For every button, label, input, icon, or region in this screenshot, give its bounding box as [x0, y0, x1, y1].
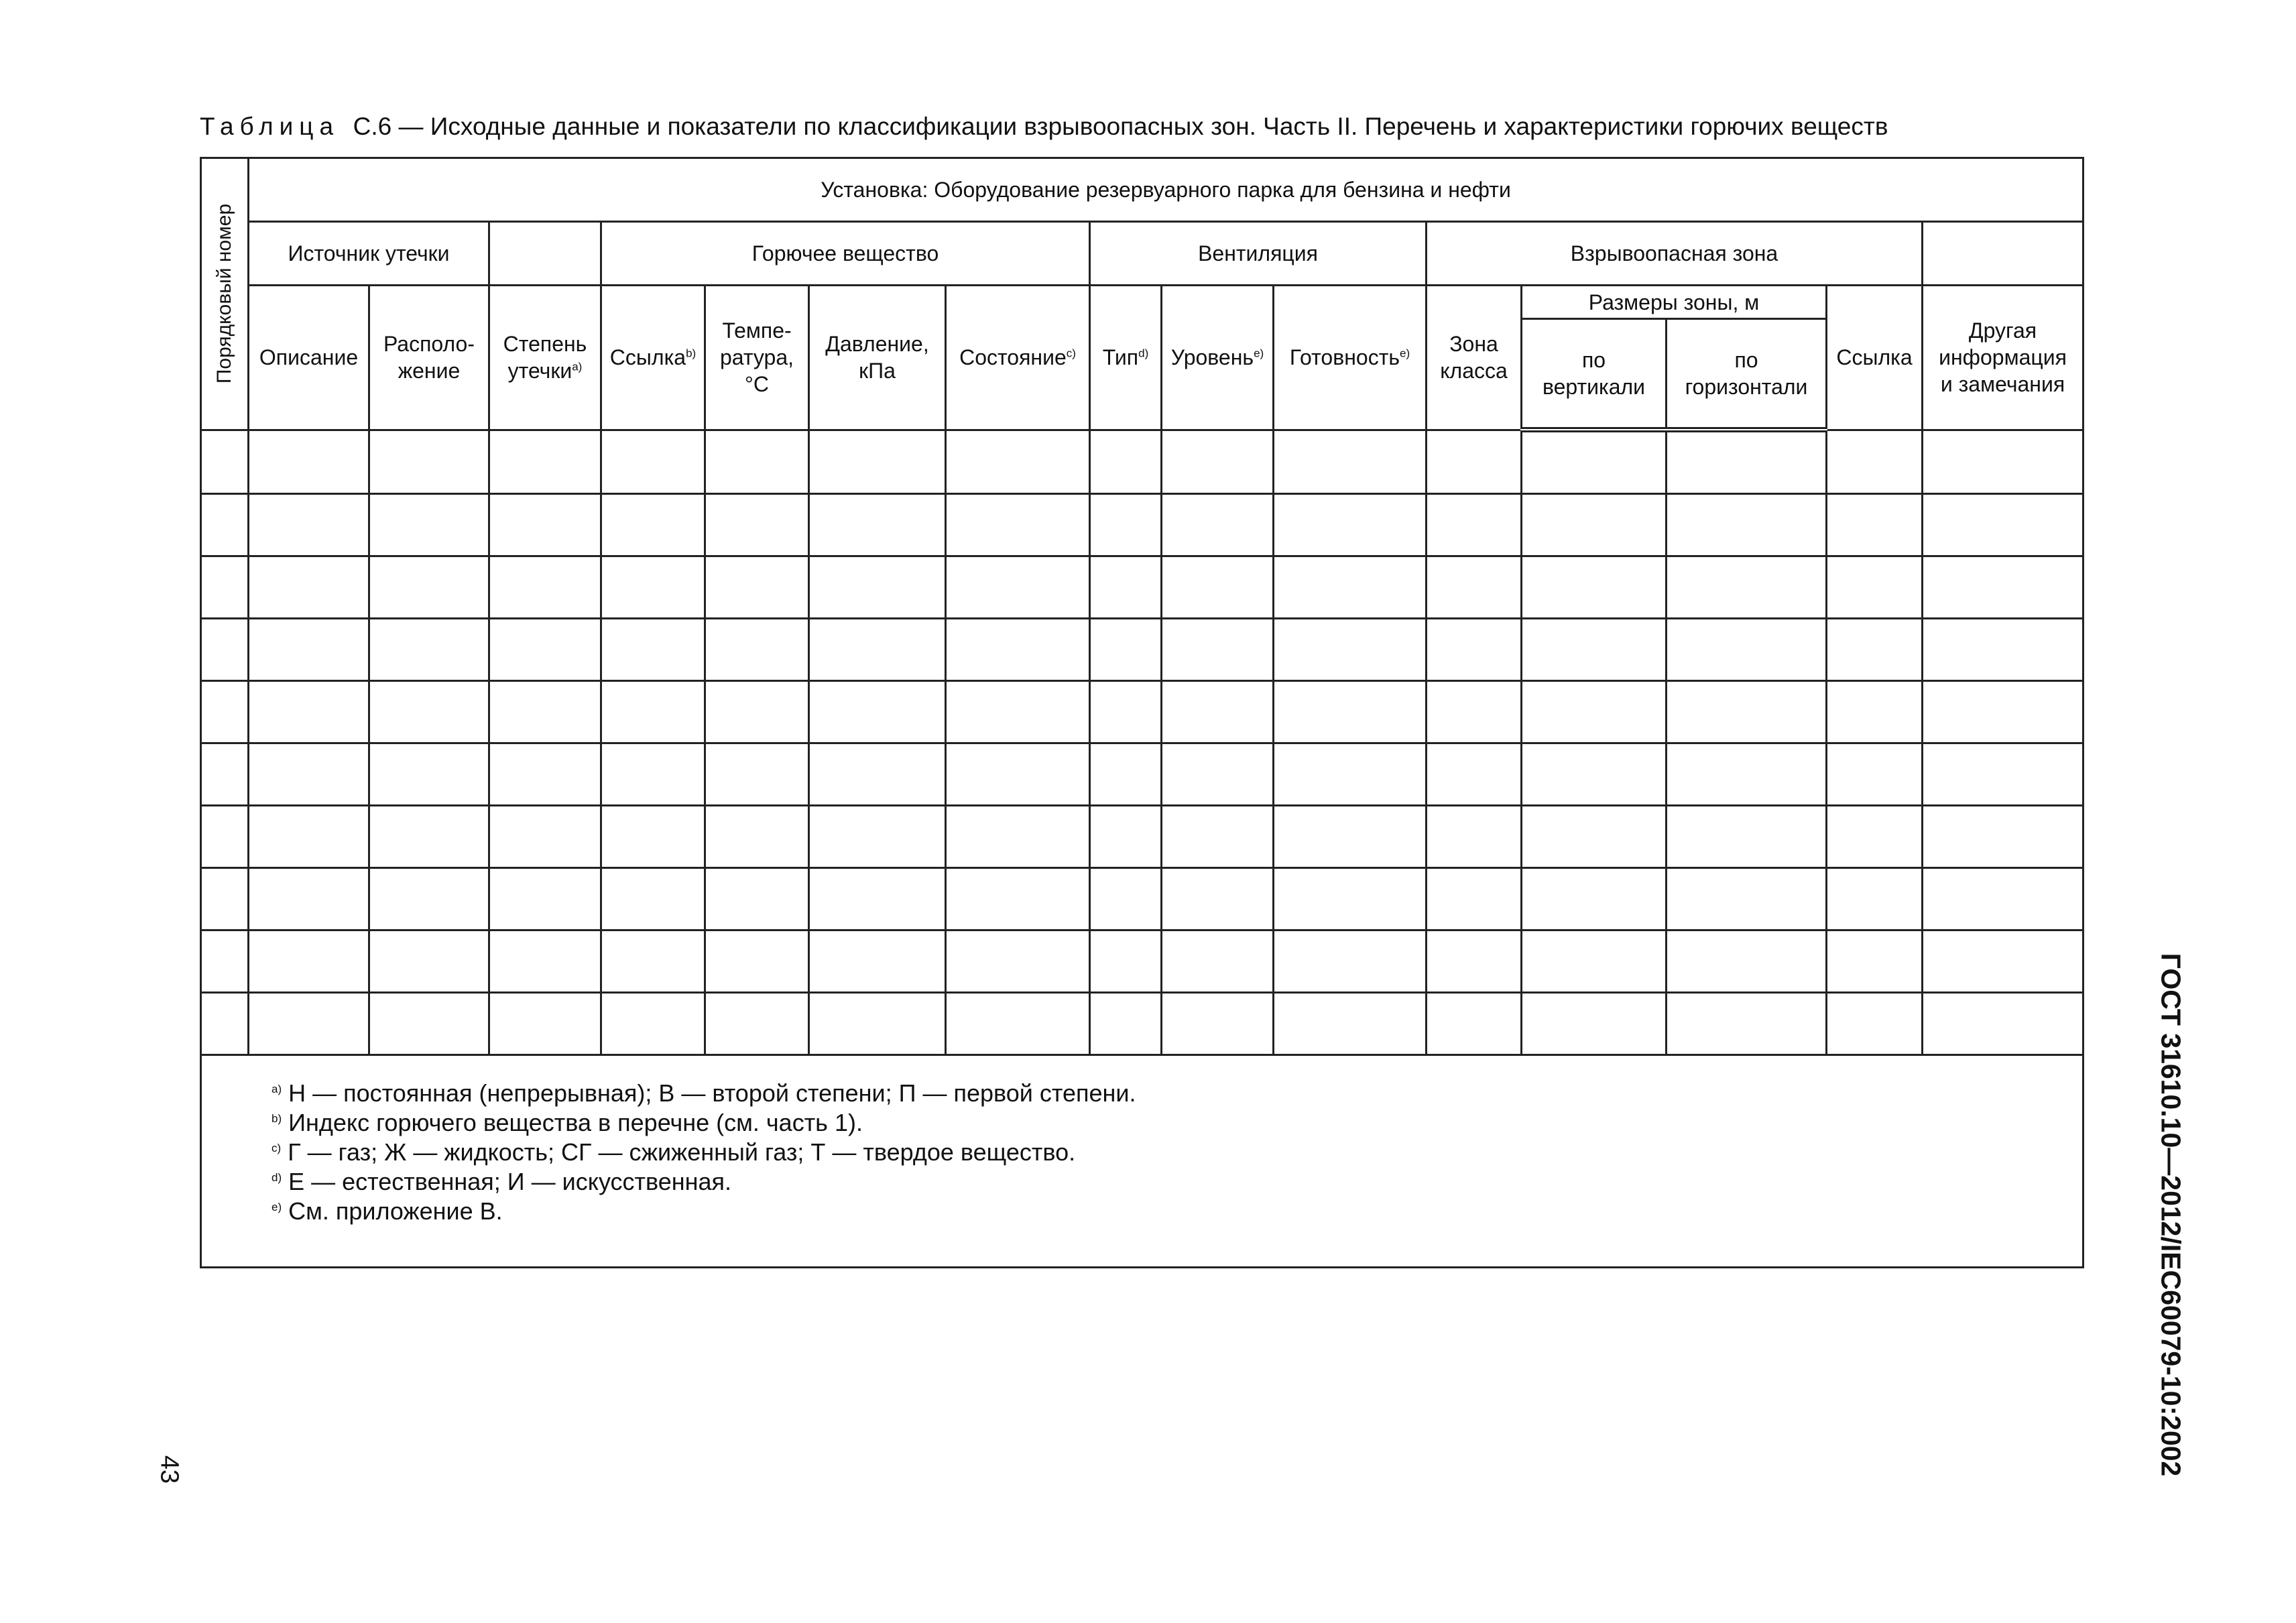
- table-cell: [1427, 556, 1522, 619]
- table-cell: [809, 868, 946, 930]
- table-cell: [946, 868, 1090, 930]
- table-cell: [1923, 993, 2083, 1055]
- serial-number-label: Порядковый номер: [213, 204, 235, 384]
- table-cell: [1667, 430, 1827, 494]
- group-empty-cell: [1923, 222, 2083, 286]
- table-cell: [1274, 494, 1427, 556]
- footnote-marker: d): [271, 1171, 282, 1184]
- table-cell: [201, 993, 249, 1055]
- table-cell: [705, 868, 809, 930]
- table-cell: [489, 619, 601, 681]
- table-cell: [1162, 430, 1274, 494]
- table-cell: [1427, 868, 1522, 930]
- table-cell: [1090, 806, 1162, 868]
- table-cell: [1827, 930, 1923, 993]
- table-cell: [809, 619, 946, 681]
- table-cell: [1427, 993, 1522, 1055]
- table-cell: [1274, 430, 1427, 494]
- table-cell: [1427, 806, 1522, 868]
- table-cell: [1162, 681, 1274, 743]
- table-cell: [809, 993, 946, 1055]
- footnote: [271, 1167, 2082, 1197]
- table-cell: [1522, 494, 1667, 556]
- col-reference-header: Ссылка$^{b)}$: [601, 286, 705, 430]
- table-cell: [1923, 556, 2083, 619]
- table-cell: [1274, 868, 1427, 930]
- table-cell: [1923, 619, 2083, 681]
- table-cell: [1274, 806, 1427, 868]
- table-cell: [1162, 806, 1274, 868]
- table-cell: [946, 743, 1090, 806]
- group-ventilation-header: Вентиляция: [1090, 222, 1427, 286]
- col-other-info-header: Другая информация и замечания: [1923, 286, 2083, 430]
- table-row: [201, 993, 2083, 1055]
- footnote-text: См. приложение В.: [288, 1197, 503, 1225]
- table-cell: [1274, 619, 1427, 681]
- table-cell: [705, 806, 809, 868]
- table-cell: [489, 868, 601, 930]
- table-cell: [1090, 993, 1162, 1055]
- table-cell: [1274, 743, 1427, 806]
- table-cell: [1090, 930, 1162, 993]
- table-cell: [489, 430, 601, 494]
- group-substance-header: Горючее вещество: [601, 222, 1090, 286]
- table-cell: [1522, 868, 1667, 930]
- table-cell: [1162, 556, 1274, 619]
- footnote-marker: e): [271, 1201, 282, 1213]
- table-cell: [249, 494, 369, 556]
- table-cell: [601, 494, 705, 556]
- table-cell: [1090, 430, 1162, 494]
- table-cell: [489, 743, 601, 806]
- table-cell: [201, 868, 249, 930]
- installation-header: Установка: Оборудование резервуарного парка для бензина и нефти: [249, 158, 2083, 222]
- serial-number-header: [201, 158, 249, 430]
- table-cell: [946, 619, 1090, 681]
- table-cell: [1923, 494, 2083, 556]
- group-zone-header: Взрывоопасная зона: [1427, 222, 1923, 286]
- table-cell: [249, 681, 369, 743]
- table-cell: [489, 930, 601, 993]
- table-cell: [1427, 619, 1522, 681]
- col-vertical-header: по вертикали: [1522, 319, 1667, 430]
- table-cell: [249, 743, 369, 806]
- page-number: 43: [155, 1455, 184, 1484]
- table-cell: [1090, 681, 1162, 743]
- col-zone-reference-header: Ссылка: [1827, 286, 1923, 430]
- table-cell: [946, 806, 1090, 868]
- footnote-marker: c): [271, 1142, 282, 1154]
- table-cell: [601, 930, 705, 993]
- table-cell: [489, 806, 601, 868]
- footnote-text: Е — естественная; И — искусственная.: [288, 1168, 732, 1195]
- classification-table: [200, 157, 2084, 1268]
- table-cell: [249, 619, 369, 681]
- table-cell: [809, 681, 946, 743]
- table-cell: [809, 930, 946, 993]
- table-cell: [1667, 619, 1827, 681]
- table-cell: [1090, 868, 1162, 930]
- table-cell: [601, 556, 705, 619]
- col-description-header: Описание: [249, 286, 369, 430]
- table-cell: [809, 494, 946, 556]
- table-row: [201, 743, 2083, 806]
- col-level-header: Уровень$^{e)}$: [1162, 286, 1274, 430]
- table-cell: [201, 494, 249, 556]
- table-cell: [1923, 681, 2083, 743]
- table-caption: [200, 113, 1888, 141]
- table-cell: [1090, 619, 1162, 681]
- col-availability-header: Готовность$^{e)}$: [1274, 286, 1427, 430]
- table-cell: [601, 993, 705, 1055]
- table-cell: [601, 806, 705, 868]
- table-cell: [489, 681, 601, 743]
- table-cell: [1827, 494, 1923, 556]
- table-cell: [249, 930, 369, 993]
- table-cell: [249, 868, 369, 930]
- table-cell: [1090, 556, 1162, 619]
- table-cell: [201, 806, 249, 868]
- table-cell: [601, 743, 705, 806]
- col-pressure-header: Давление, кПа: [809, 286, 946, 430]
- table-cell: [601, 430, 705, 494]
- table-cell: [1827, 430, 1923, 494]
- group-empty-cell: [489, 222, 601, 286]
- table-cell: [1522, 743, 1667, 806]
- caption-label: Таблица: [200, 113, 340, 140]
- table-cell: [1162, 619, 1274, 681]
- col-type-header: Тип$^{d)}$: [1090, 286, 1162, 430]
- table-cell: [201, 930, 249, 993]
- table-row: [201, 430, 2083, 494]
- table-cell: [489, 993, 601, 1055]
- table-cell: [1667, 556, 1827, 619]
- footnote: [271, 1138, 2082, 1167]
- table-cell: [1827, 743, 1923, 806]
- table-cell: [1923, 868, 2083, 930]
- table-cell: [1667, 806, 1827, 868]
- table-cell: [489, 494, 601, 556]
- table-cell: [1274, 930, 1427, 993]
- table-cell: [369, 681, 489, 743]
- table-cell: [1667, 494, 1827, 556]
- table-cell: [369, 743, 489, 806]
- table-cell: [1827, 556, 1923, 619]
- table-cell: [809, 556, 946, 619]
- table-cell: [1427, 494, 1522, 556]
- footnote: [271, 1108, 2082, 1138]
- table-cell: [249, 993, 369, 1055]
- table-row: [201, 556, 2083, 619]
- table-cell: [1427, 930, 1522, 993]
- table-cell: [1162, 930, 1274, 993]
- table-cell: [369, 993, 489, 1055]
- table-cell: [1827, 868, 1923, 930]
- table-cell: [249, 806, 369, 868]
- table-cell: [1522, 619, 1667, 681]
- table-cell: [1667, 868, 1827, 930]
- table-cell: [369, 930, 489, 993]
- table-cell: [1162, 743, 1274, 806]
- col-leak-degree-header: Степень утечки$^{a)}$: [489, 286, 601, 430]
- table-cell: [1522, 806, 1667, 868]
- table-cell: [369, 556, 489, 619]
- table-cell: [249, 556, 369, 619]
- table-cell: [946, 681, 1090, 743]
- table-cell: [201, 743, 249, 806]
- table-cell: [201, 681, 249, 743]
- table-cell: [1162, 868, 1274, 930]
- table-cell: [601, 868, 705, 930]
- table-cell: [946, 930, 1090, 993]
- table-cell: [249, 430, 369, 494]
- table-cell: [601, 619, 705, 681]
- standard-designation: ГОСТ 31610.10—2012/IEC60079-10:2002: [2155, 953, 2187, 1477]
- table-cell: [201, 556, 249, 619]
- table-cell: [946, 993, 1090, 1055]
- table-cell: [1522, 556, 1667, 619]
- table-cell: [1274, 993, 1427, 1055]
- col-location-header: Располо- жение: [369, 286, 489, 430]
- table-cell: [705, 930, 809, 993]
- table-cell: [705, 743, 809, 806]
- table-cell: [705, 430, 809, 494]
- table-cell: [705, 993, 809, 1055]
- table-cell: [369, 868, 489, 930]
- footnote-marker: b): [271, 1112, 282, 1125]
- footnote-marker: a): [271, 1083, 282, 1095]
- table-cell: [1667, 681, 1827, 743]
- table-cell: [601, 681, 705, 743]
- footnote: [271, 1197, 2082, 1226]
- zone-sizes-header: Размеры зоны, м: [1522, 286, 1827, 319]
- table-cell: [1090, 494, 1162, 556]
- table-cell: [1274, 681, 1427, 743]
- footnote-text: Индекс горючего вещества в перечне (см. часть 1).: [288, 1109, 863, 1136]
- table-cell: [1667, 993, 1827, 1055]
- table-cell: [705, 681, 809, 743]
- table-cell: [1522, 430, 1667, 494]
- table-cell: [369, 619, 489, 681]
- table-cell: [1923, 430, 2083, 494]
- table-cell: [705, 494, 809, 556]
- table-cell: [1427, 743, 1522, 806]
- col-zone-class-header: Зона класса: [1427, 286, 1522, 430]
- table-cell: [946, 494, 1090, 556]
- footnote-text: Г — газ; Ж — жидкость; СГ — сжиженный газ; Т — твердое вещество.: [288, 1138, 1076, 1166]
- table-row: [201, 619, 2083, 681]
- table-cell: [201, 619, 249, 681]
- table-cell: [1923, 743, 2083, 806]
- table-cell: [1667, 743, 1827, 806]
- table-cell: [946, 430, 1090, 494]
- table-cell: [1522, 681, 1667, 743]
- table-cell: [1827, 806, 1923, 868]
- table-cell: [1827, 993, 1923, 1055]
- caption-text: С.6 — Исходные данные и показатели по классификации взрывоопасных зон. Часть II. Перечень и характеристики горючих веществ: [353, 113, 1888, 140]
- col-state-header: Состояние$^{c)}$: [946, 286, 1090, 430]
- table-cell: [1522, 930, 1667, 993]
- table-cell: [1923, 930, 2083, 993]
- table-cell: [1162, 494, 1274, 556]
- table-cell: [1923, 806, 2083, 868]
- col-horizontal-header: по горизонтали: [1667, 319, 1827, 430]
- table-cell: [369, 430, 489, 494]
- footnote-text: Н — постоянная (непрерывная); В — второй степени; П — первой степени.: [288, 1079, 1136, 1107]
- table-cell: [369, 806, 489, 868]
- table-notes: [201, 1055, 2083, 1268]
- col-temperature-header: Темпе- ратура, °С: [705, 286, 809, 430]
- table-cell: [1427, 430, 1522, 494]
- table-cell: [1274, 556, 1427, 619]
- table-cell: [1667, 930, 1827, 993]
- table-row: [201, 806, 2083, 868]
- table-cell: [1162, 993, 1274, 1055]
- table-row: [201, 681, 2083, 743]
- table-cell: [1827, 619, 1923, 681]
- table-cell: [1522, 993, 1667, 1055]
- table-cell: [1090, 743, 1162, 806]
- table-cell: [946, 556, 1090, 619]
- table-cell: [1427, 681, 1522, 743]
- table-row: [201, 868, 2083, 930]
- table-row: [201, 494, 2083, 556]
- table-cell: [705, 556, 809, 619]
- table-cell: [201, 430, 249, 494]
- table-row: [201, 930, 2083, 993]
- table-cell: [809, 743, 946, 806]
- group-source-header: Источник утечки: [249, 222, 489, 286]
- table-cell: [1827, 681, 1923, 743]
- table-cell: [489, 556, 601, 619]
- footnote: [271, 1079, 2082, 1108]
- table-cell: [809, 430, 946, 494]
- table-cell: [809, 806, 946, 868]
- table-cell: [705, 619, 809, 681]
- table-cell: [369, 494, 489, 556]
